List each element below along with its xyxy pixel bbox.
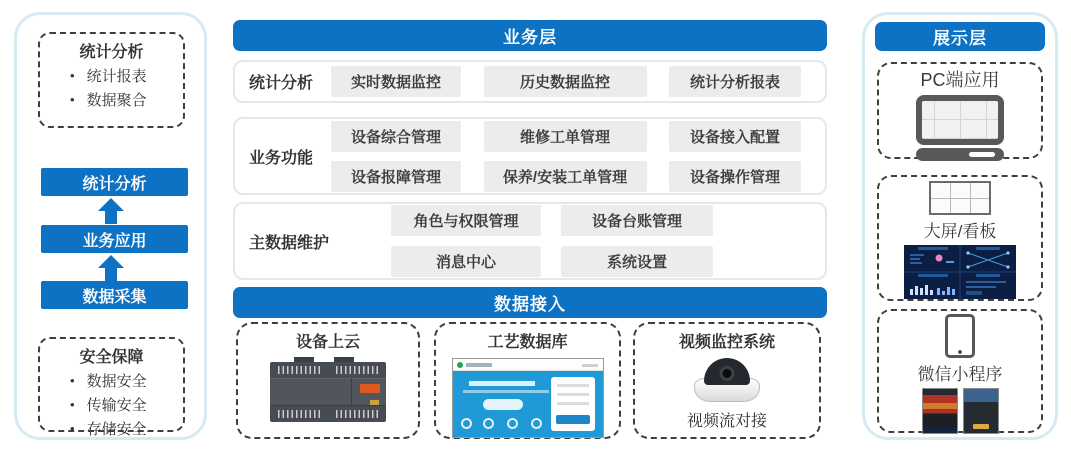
stack-box-label: 数据采集	[82, 288, 147, 306]
up-arrow-icon	[98, 255, 124, 281]
device-cloud-box	[236, 322, 420, 439]
chip: 保养/安装工单管理	[484, 161, 647, 192]
chip-grid	[391, 205, 713, 277]
video-wall-icon	[929, 181, 991, 215]
big-screen-box	[877, 175, 1043, 301]
section-label: 统计分析	[249, 75, 314, 92]
device-cloud-title: 设备上云	[295, 334, 360, 351]
left-capability-panel	[14, 12, 207, 440]
chip: 设备接入配置	[669, 121, 801, 152]
business-layer-header	[233, 20, 827, 51]
stack-box-label: 统计分析	[82, 175, 147, 193]
miniprogram-screenshot-image	[922, 388, 958, 434]
bullet-icon: •	[70, 421, 75, 436]
miniprogram-screenshots	[879, 388, 1041, 434]
miniprogram-screenshot-image	[963, 388, 999, 434]
laptop-icon	[916, 95, 1004, 161]
chip: 统计分析报表	[669, 66, 801, 97]
stack-box-business-app	[41, 225, 188, 253]
security-box	[38, 337, 185, 438]
bullet-label: 存储安全	[86, 421, 147, 438]
stats-analysis-summary-box	[38, 32, 185, 128]
video-stream-caption: 视频流对接	[686, 413, 767, 430]
wechat-miniprogram-box	[877, 309, 1043, 433]
stack-box-label: 业务应用	[82, 232, 147, 250]
process-database-box	[434, 322, 621, 439]
bullet-label: 传输安全	[86, 397, 147, 414]
bullet-label: 数据安全	[86, 373, 147, 390]
chip: 维修工单管理	[484, 121, 647, 152]
section-label: 业务功能	[249, 149, 314, 167]
dome-camera-image	[691, 356, 763, 406]
bullet-label: 数据聚合	[86, 92, 147, 109]
display-layer-header	[875, 22, 1045, 51]
bullet-icon: •	[70, 92, 75, 107]
dashboard-screenshot	[904, 245, 1016, 299]
data-access-header	[233, 287, 827, 318]
bullet-item	[70, 394, 183, 415]
chip: 实时数据监控	[331, 66, 461, 97]
chip: 设备综合管理	[331, 121, 461, 152]
wechat-miniprogram-label: 微信小程序	[917, 365, 1003, 384]
pc-app-box	[877, 62, 1043, 159]
process-database-title: 工艺数据库	[487, 334, 568, 351]
up-arrow-icon	[98, 198, 124, 224]
pc-app-label: PC端应用	[920, 70, 1000, 90]
bullet-item	[70, 418, 183, 439]
industrial-database-screenshot	[452, 358, 604, 438]
chip-row	[331, 66, 825, 97]
data-access-title: 数据接入	[494, 295, 566, 314]
smartphone-icon	[945, 314, 975, 358]
section-business-functions	[233, 117, 827, 195]
stats-analysis-summary-title: 统计分析	[79, 44, 144, 61]
bullet-item	[70, 89, 183, 110]
business-layer-title: 业务层	[503, 28, 557, 47]
chip-grid	[331, 121, 825, 192]
bullet-item	[70, 65, 183, 86]
chip: 设备操作管理	[669, 161, 801, 192]
section-label: 主数据维护	[249, 234, 330, 252]
video-surveillance-title: 视频监控系统	[678, 334, 775, 351]
section-master-data	[233, 202, 827, 280]
display-layer-title: 展示层	[933, 29, 987, 48]
chip: 消息中心	[391, 246, 541, 277]
big-screen-label: 大屏/看板	[923, 222, 997, 241]
bullet-icon: •	[70, 68, 75, 83]
bullet-item	[70, 370, 183, 391]
chip: 系统设置	[561, 246, 713, 277]
stack-box-data-collection	[41, 281, 188, 309]
section-stats-analysis	[233, 60, 827, 103]
video-surveillance-box	[633, 322, 821, 439]
security-box-title: 安全保障	[79, 349, 144, 366]
bullet-icon: •	[70, 373, 75, 388]
chip: 设备台账管理	[561, 205, 713, 236]
bullet-icon: •	[70, 397, 75, 412]
bullet-label: 统计报表	[86, 68, 147, 85]
display-layer-panel	[862, 12, 1058, 440]
chip: 角色与权限管理	[391, 205, 541, 236]
stack-box-stats-analysis	[41, 168, 188, 196]
chip: 历史数据监控	[484, 66, 647, 97]
app-logo-icon	[457, 362, 463, 368]
chip: 设备报障管理	[331, 161, 461, 192]
iot-gateway-image	[270, 362, 386, 422]
